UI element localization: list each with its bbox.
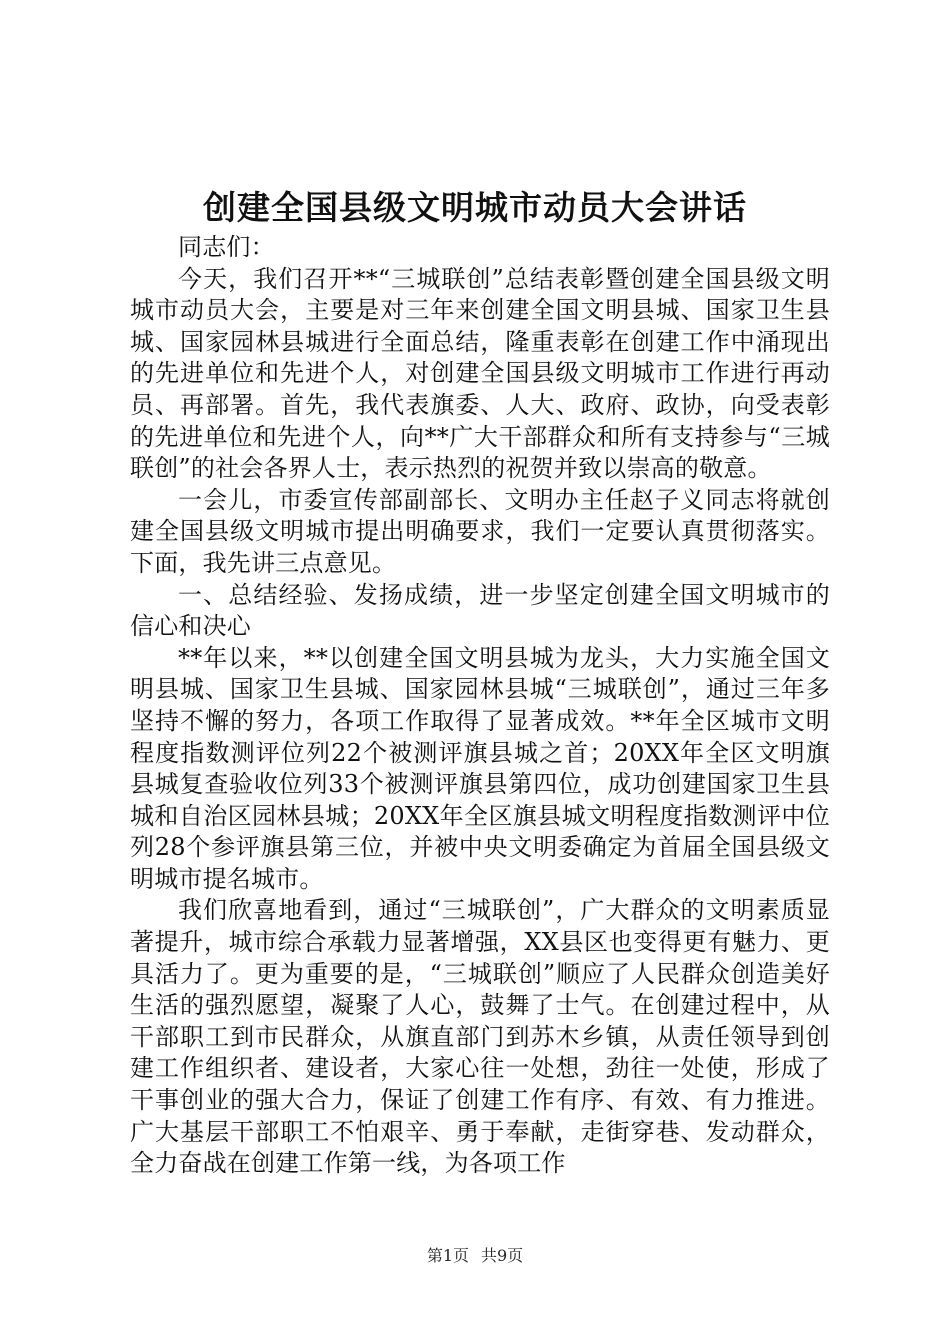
page-total: 共9页 [481, 1246, 524, 1265]
salutation-paragraph: 同志们： [178, 233, 275, 261]
document-title: 创建全国县级文明城市动员大会讲话 [203, 188, 747, 227]
body-paragraph: 我们欣喜地看到，通过“三城联创”，广大群众的文明素质显著提升，城市综合承载力显著增强，XX县区也变得更有魅力、更具活力了。更为重要的是，“三城联创”顺应了人民群众创造美好生活的强烈愿望，凝聚了人心，鼓舞了士气。在创建过程中，从干部职工到市民群众，从旗直部门到苏木乡镇，从责任领导到创建工作组织者、建设者，大家心往一处想，劲往一处使，形成了干事创业的强大合力，保证了创建工作有序、有效、有力推进。广大基层干部职工不怕艰辛、勇于奉献，走街穿巷、发动群众，全力奋战在创建工作第一线，为各项工作 [130, 896, 830, 1178]
body-paragraph: 一会儿，市委宣传部副部长、文明办主任赵子义同志将就创建全国县级文明城市提出明确要求，我们一定要认真贯彻落实。下面，我先讲三点意见。 [130, 485, 830, 577]
body-paragraph: **年以来，**以创建全国文明县城为龙头，大力实施全国文明县城、国家卫生县城、国家园林县城“三城联创”，通过三年多坚持不懈的努力，各项工作取得了显著成效。**年全区城市文明程度指数测评位列22个被测评旗县城之首；20XX年全区文明旗县城复查验收位列33个被测评旗县第四位，成功创建国家卫生县城和自治区园林县城；20XX年全区旗县城文明程度指数测评中位列28个参评旗县第三位，并被中央文明委确定为首届全国县级文明城市提名城市。 [130, 643, 830, 893]
section-heading: 一、总结经验、发扬成绩，进一步坚定创建全国文明城市的信心和决心 [130, 580, 830, 641]
page-number: 第1页 [426, 1246, 469, 1265]
body-paragraph: 今天，我们召开**“三城联创”总结表彰暨创建全国县级文明城市动员大会，主要是对三年来创建全国文明县城、国家卫生县城、国家园林县城进行全面总结，隆重表彰在创建工作中涌现出的先进单位和先进个人，对创建全国县级文明城市工作进行再动员、再部署。首先，我代表旗委、人大、政府、政协，向受表彰的先进单位和先进个人，向**广大干部群众和所有支持参与“三城联创”的社会各界人士，表示热烈的祝贺并致以崇高的敬意。 [130, 264, 830, 483]
document-body [130, 232, 830, 1180]
page-footer [0, 1246, 950, 1266]
